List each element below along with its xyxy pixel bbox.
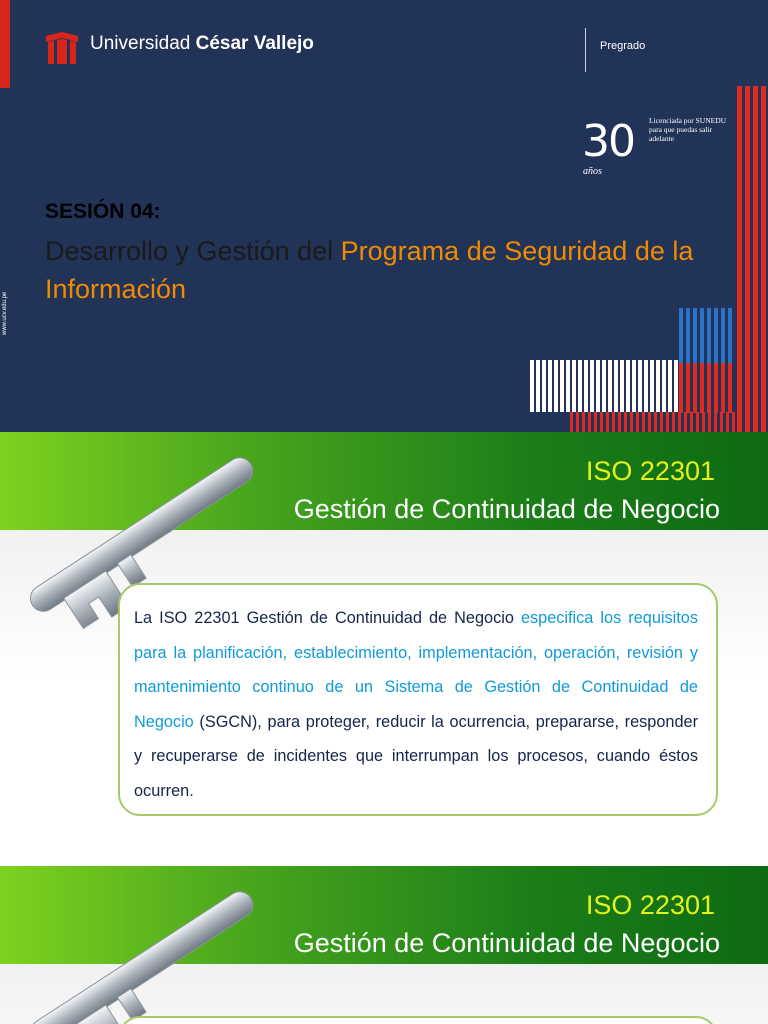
program-label: Pregrado (600, 40, 646, 52)
title-plain: Desarrollo y Gestión del (45, 236, 341, 266)
title-iso: ISO 22301 (585, 456, 715, 486)
definition-box (118, 1016, 718, 1024)
anniversary-number: 30 (582, 116, 634, 167)
university-name (90, 30, 314, 58)
title-subject: Gestión de Continuidad de Negocio (293, 928, 720, 958)
slide-title (294, 886, 720, 962)
title-iso: ISO 22301 (585, 890, 715, 920)
iso-slide-repeat (0, 866, 768, 1024)
session-label: SESIÓN 04: (45, 200, 161, 223)
key-icon (20, 866, 260, 1024)
title-subject: Gestión de Continuidad de Negocio (293, 494, 720, 524)
iso-slide (0, 432, 768, 852)
title-highlight: Programa de Seguridad de la Información (45, 236, 694, 304)
brand-prefix: Universidad (90, 33, 191, 54)
brand-name: César Vallejo (195, 33, 314, 54)
anniversary-unit: años (583, 166, 602, 177)
definition-part-3: (SGCN), para proteger, reducir la ocurrencia, prepararse, responder y recuperarse de incidentes que interrumpan los procesos, cuando éstos ocurren. (134, 712, 698, 800)
definition-text (120, 585, 716, 809)
ucv-logo-icon (44, 30, 80, 66)
slide-title (294, 452, 720, 528)
definition-part-1: La ISO 22301 Gestión de Continuidad de Negocio (134, 609, 521, 627)
decorative-stripes (520, 80, 768, 432)
header-divider (585, 28, 586, 72)
title-slide (0, 0, 768, 432)
red-accent-bar (0, 0, 10, 88)
license-caption: Licenciada por SUNEDU para que puedas salir adelante (649, 116, 727, 143)
definition-box (118, 583, 718, 816)
definition-part-2: especifica los requisitos para la planificación, establecimiento, implementación, operación, revisión y mantenimiento continuo de un Sistema de Gestión de Continuidad de Negocio (134, 609, 698, 731)
website-url: www.ucv.edu.pe (2, 291, 8, 335)
